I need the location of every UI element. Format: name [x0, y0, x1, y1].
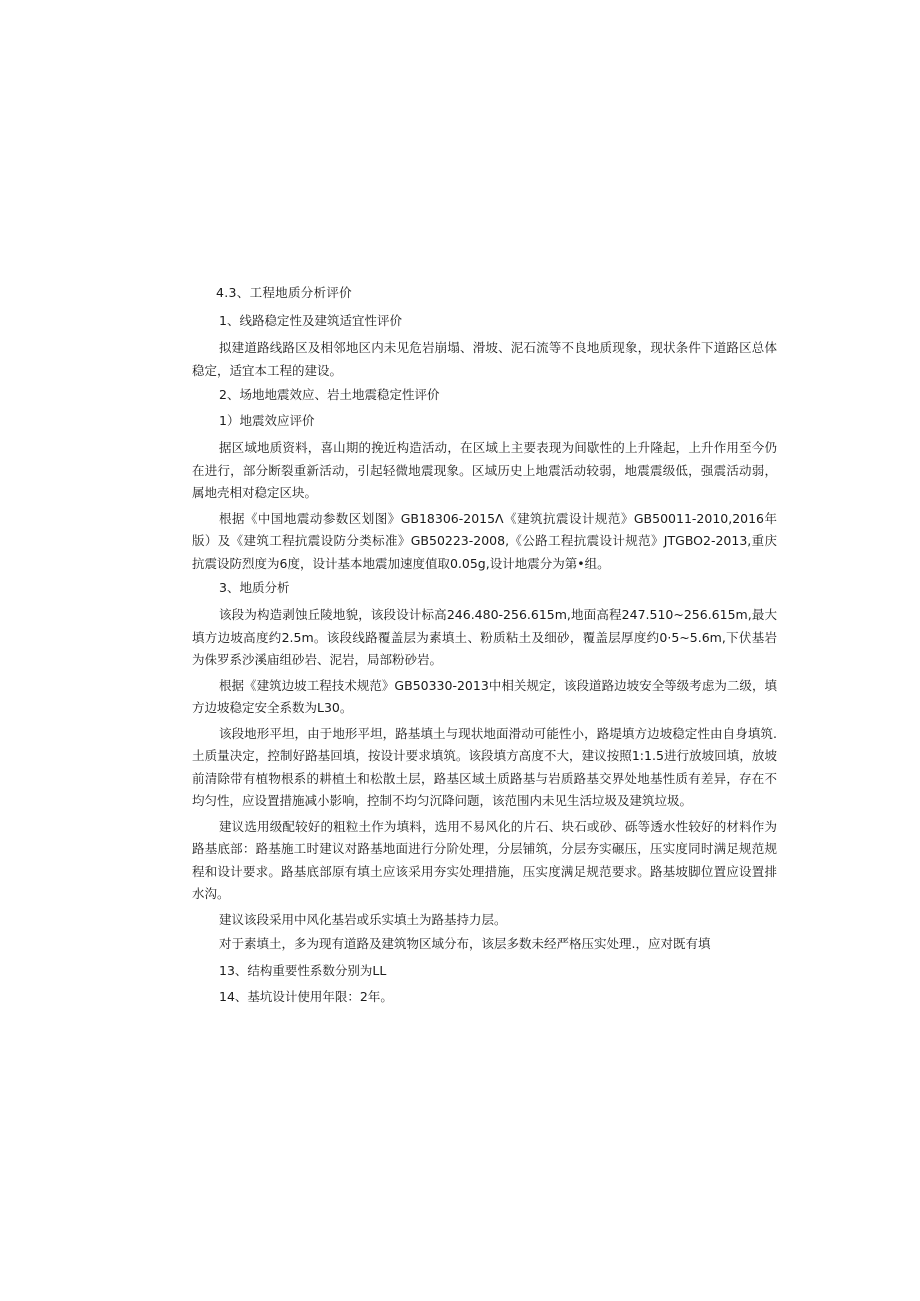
body-line: 对于素填土，多为现有道路及建筑物区域分布，该层多数未经严格压实处理.，应对既有填	[219, 936, 711, 951]
body-paragraph: 建议该段采用中风化基岩或乐实填土为路基持力层。	[219, 911, 507, 927]
body-paragraph: 根据《中国地震动参数区划图》GB18306-2015Λ《建筑抗震设计规范》GB50011-2010,2016年版）及《建筑工程抗震设防分类标准》GB50223-2008,《公路工程抗震设计规范》JTGBO2-2013,重庆抗震设防烈度为6度，设计基本地震加速度值取0.05g,设计地震分为第•组。	[192, 510, 777, 571]
list-heading: 14、基坑设计使用年限：2年。	[219, 989, 393, 1004]
body-paragraph: 该段地形平坦，由于地形平坦，路基填土与现状地面滑动可能性小，路堤填方边坡稳定性由自身填筑.土质量决定，控制好路基回填，按设计要求填筑。该段填方高度不大，建议按照1:1.5进行放坡回填，放坡前清除带有植物根系的耕植土和松散土层，路基区域土质路基与岩质路基交界处地基性质有差异，存在不均匀性，应设置措施减小影响，控制不均匀沉降问题，该范围内未见生活垃圾及建筑垃圾。	[192, 725, 777, 808]
body-paragraph: 根据《建筑边坡工程技术规范》GB50330-2013中相关规定，该段道路边坡安全等级考虑为二级，填方边坡稳定安全系数为L30。	[192, 677, 777, 715]
body-paragraph: 据区域地质资料，喜山期的挽近构造活动，在区域上主要表现为间歇性的上升隆起，上升作用至今仍在进行，部分断裂重新活动，引起轻微地震现象。区域历史上地震活动较弱，地震震级低，强震活动弱，属地壳相对稳定区块。	[192, 440, 777, 500]
section-blocks	[192, 311, 777, 1007]
body-paragraph: 拟建道路线路区及相邻地区内未见危岩崩塌、滑坡、泥石流等不良地质现象，现状条件下道路区总体稳定，适宜本工程的建设。	[192, 340, 777, 378]
section-title: 4.3、工程地质分析评价	[216, 285, 352, 300]
body-paragraph: 建议选用级配较好的粗粒土作为填料，选用不易风化的片石、块石或砂、砾等透水性较好的材料作为路基底部：路基施工时建议对路基地面进行分阶处理，分层铺筑，分层夯实碾压，压实度同时满足规范规程和设计要求。路基底部原有填土应该采用夯实处理措施，压实度满足规范要求。路基坡脚位置应设置排水沟。	[192, 818, 777, 901]
list-heading: 1）地震效应评价	[219, 413, 315, 428]
section-body	[192, 283, 777, 1013]
list-heading: 2、场地地震效应、岩土地震稳定性评价	[219, 387, 440, 402]
list-heading: 1、线路稳定性及建筑适宜性评价	[219, 313, 402, 328]
list-heading: 13、结构重要性系数分别为LL	[219, 963, 387, 978]
list-heading: 3、地质分析	[219, 580, 290, 595]
body-paragraph: 该段为构造剥蚀丘陵地貌，该段设计标高246.480-256.615m,地面高程247.510~256.615m,最大填方边坡高度约2.5m。该段线路覆盖层为素填土、粉质粘土及细砂，覆盖层厚度约0·5~5.6m,下伏基岩为侏罗系沙溪庙组砂岩、泥岩，局部粉砂岩。	[192, 607, 777, 667]
